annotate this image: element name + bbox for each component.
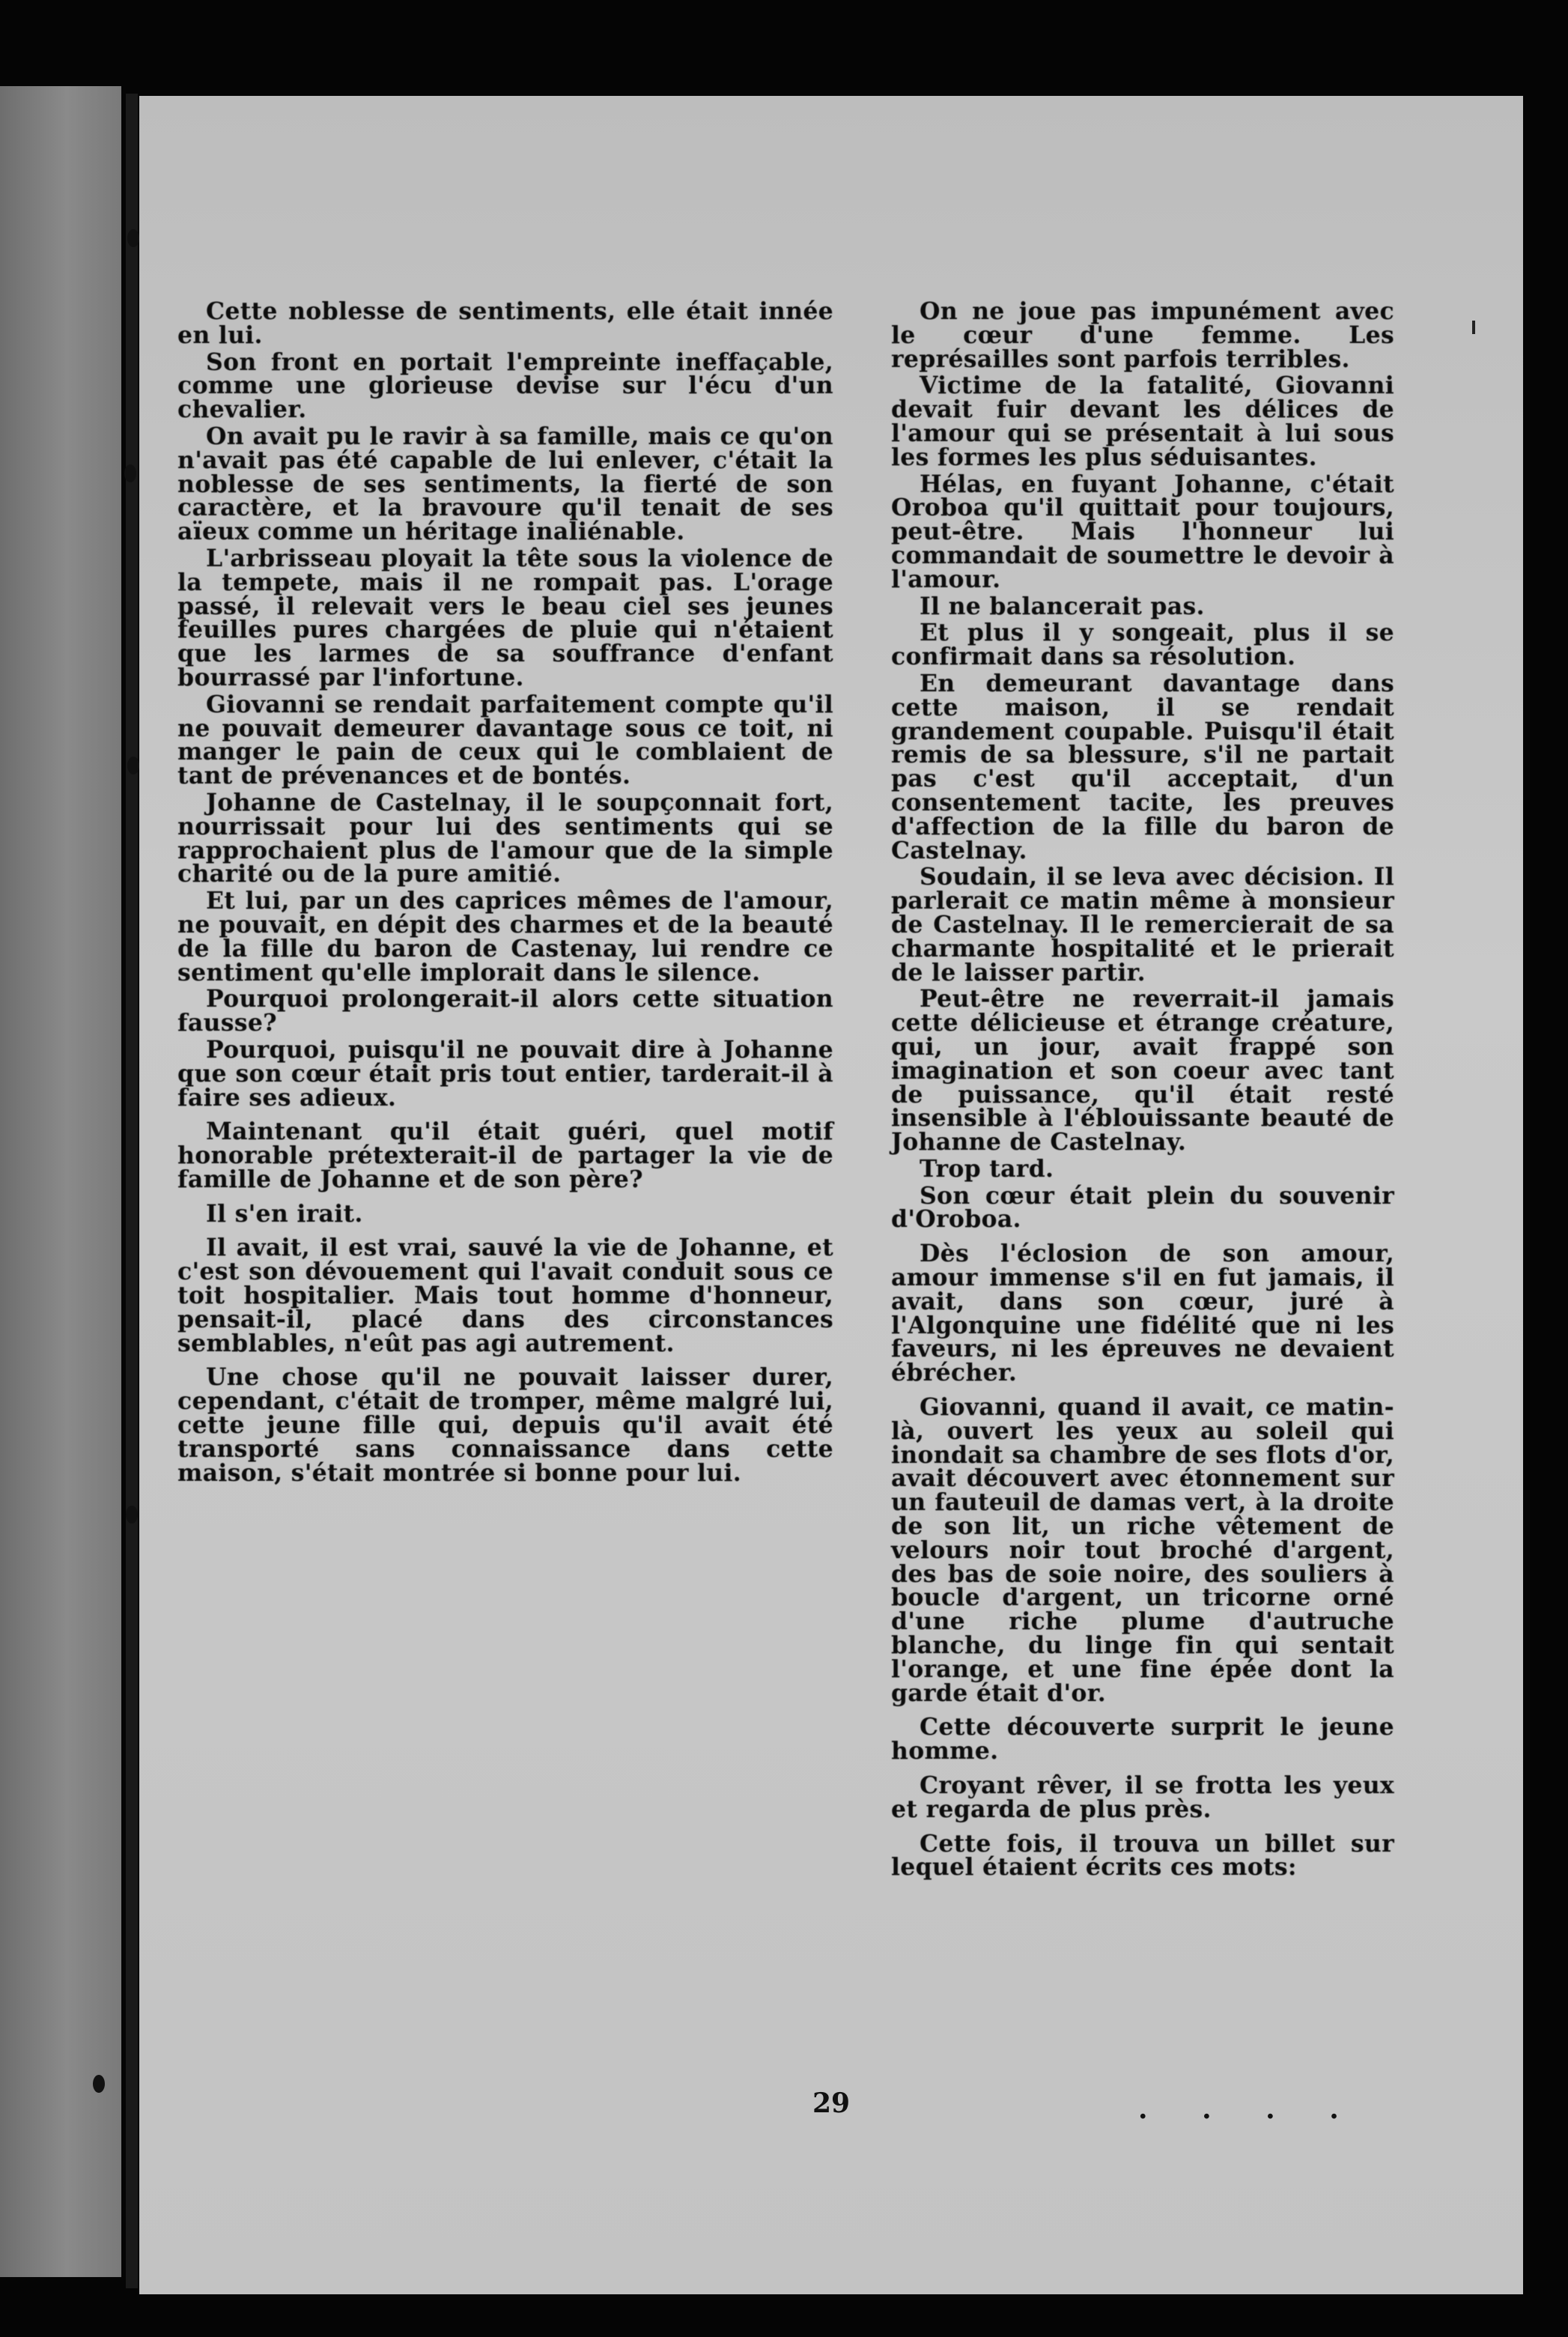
paragraph: Il avait, il est vrai, sauvé la vie de Johanne, et c'est son dévouement qui l'avait conduit sous ce toit hospitalier. Mais tout homme d'honneur, pensait-il, placé dans des circonstances semblables, n'eût pas agi autrement. (177, 1234, 833, 1357)
paragraph: Il s'en irait. (206, 1199, 363, 1228)
paragraph: En demeurant davantage dans cette maison, il se rendait grandement coupable. Puisqu'il était remis de sa blessure, s'il ne partait pas c'est qu'il acceptait, d'un consentement tacite, les preuves d'affection de la fille du baron de Castelnay. (891, 669, 1394, 864)
paragraph: Son cœur était plein du souvenir d'Oroboa. (891, 1181, 1394, 1234)
paragraph: Peut-être ne reverrait-il jamais cette délicieuse et étrange créature, qui, un jour, avait frappé son imagination et son coeur avec tant de puissance, qu'il était resté insensible à l'éblouissante beauté de Johanne de Castelnay. (891, 985, 1394, 1157)
paragraph: Cette découverte surprit le jeune homme. (891, 1713, 1394, 1765)
paragraph: Son front en portait l'empreinte ineffaçable, comme une glorieuse devise sur l'écu d'un chevalier. (177, 348, 833, 424)
paragraph: Cette noblesse de sentiments, elle était innée en lui. (177, 297, 833, 349)
paragraph: Et lui, par un des caprices mêmes de l'amour, ne pouvait, en dépit des charmes et de la beauté de la fille du baron de Castenay, lui rendre ce sentiment qu'elle implorait dans le silence. (177, 887, 833, 986)
paragraph: Victime de la fatalité, Giovanni devait fuir devant les délices de l'amour qui se présentait à lui sous les formes les plus séduisantes. (891, 372, 1394, 471)
paragraph: Giovanni, quand il avait, ce matin-là, ouvert les yeux au soleil qui inondait sa chambre de ses flots d'or, avait découvert avec étonnement sur un fauteuil de damas vert, à la droite de son lit, un riche vêtement de velours noir tout broché d'argent, des bas de soie noire, des souliers à boucle d'argent, un tricorne orné d'une riche plume d'autruche blanche, du linge fin qui sentait l'orange, et une fine épée dont la garde était d'or. (891, 1393, 1394, 1707)
paragraph: On avait pu le ravir à sa famille, mais ce qu'on n'avait pas été capable de lui enlever, c'était la noblesse de ses sentiments, la fierté de son caractère, et la bravoure qu'il tenait de ses aïeux comme un héritage inaliénable. (177, 422, 833, 546)
scan-speck (1472, 321, 1475, 334)
paragraph: Pourquoi prolongerait-il alors cette situation fausse? (177, 985, 833, 1037)
binding-hole (93, 2075, 105, 2093)
paragraph: Soudain, il se leva avec décision. Il parlerait ce matin même à monsieur de Castelnay. Il le remercierait de sa charmante hospitalité et le prierait de le laisser partir. (891, 863, 1394, 986)
binding-hole (127, 229, 139, 247)
trailing-marks: . . . . (1138, 2094, 1361, 2125)
binding-hole (124, 464, 136, 482)
paragraph: Et plus il y songeait, plus il se confirmait dans sa résolution. (891, 619, 1394, 671)
binding-hole (126, 1506, 138, 1524)
page-number: 29 (812, 2088, 851, 2119)
paragraph: Pourquoi, puisqu'il ne pouvait dire à Johanne que son cœur était pris tout entier, tarderait-il à faire ses adieux. (177, 1035, 833, 1112)
paragraph: Il ne balancerait pas. (920, 592, 1205, 620)
binding-hole (127, 757, 139, 775)
paragraph: Cette fois, il trouva un billet sur lequel étaient écrits ces mots: (891, 1829, 1394, 1882)
paragraph: Hélas, en fuyant Johanne, c'était Oroboa qu'il quittait pour toujours, peut-être. Mais l'honneur lui commandait de soumettre le devoir à l'amour. (891, 470, 1394, 593)
text-column-right (891, 297, 1394, 1882)
text-column-left (177, 297, 833, 1488)
paragraph: Maintenant qu'il était guéri, quel motif honorable prétexterait-il de partager la vie de famille de Johanne et de son père? (177, 1118, 833, 1193)
facing-page-edge (0, 86, 121, 2277)
paragraph: L'arbrisseau ployait la tête sous la violence de la tempete, mais il ne rompait pas. L'orage passé, il relevait vers le beau ciel ses jeunes feuilles pures chargées de pluie qui n'étaient que les larmes de sa souffrance d'enfant bourrassé par l'infortune. (177, 544, 833, 691)
paragraph: Croyant rêver, il se frotta les yeux et regarda de plus près. (891, 1771, 1394, 1823)
paragraph: Johanne de Castelnay, il le soupçonnait fort, nourrissait pour lui des sentiments qui se rapprochaient plus de l'amour que de la simple charité ou de la pure amitié. (177, 788, 833, 888)
paragraph: On ne joue pas impunément avec le cœur d'une femme. Les représailles sont parfois terribles. (891, 297, 1394, 373)
page-gutter (126, 94, 138, 2288)
paragraph: Giovanni se rendait parfaitement compte qu'il ne pouvait demeurer davantage sous ce toit, ni manger le pain de ceux qui le comblaient de tant de prévenances et de bontés. (177, 690, 833, 790)
paragraph: Une chose qu'il ne pouvait laisser durer, cependant, c'était de tromper, même malgré lui, cette jeune fille qui, depuis qu'il avait été transporté sans connaissance dans cette maison, s'était montrée si bonne pour lui. (177, 1363, 833, 1487)
paragraph: Trop tard. (920, 1154, 1054, 1183)
paragraph: Dès l'éclosion de son amour, amour immense s'il en fut jamais, il avait, dans son cœur, juré à l'Algonquine une fidélité que ni les faveurs, ni les épreuves ne devaient ébrécher. (891, 1240, 1394, 1387)
